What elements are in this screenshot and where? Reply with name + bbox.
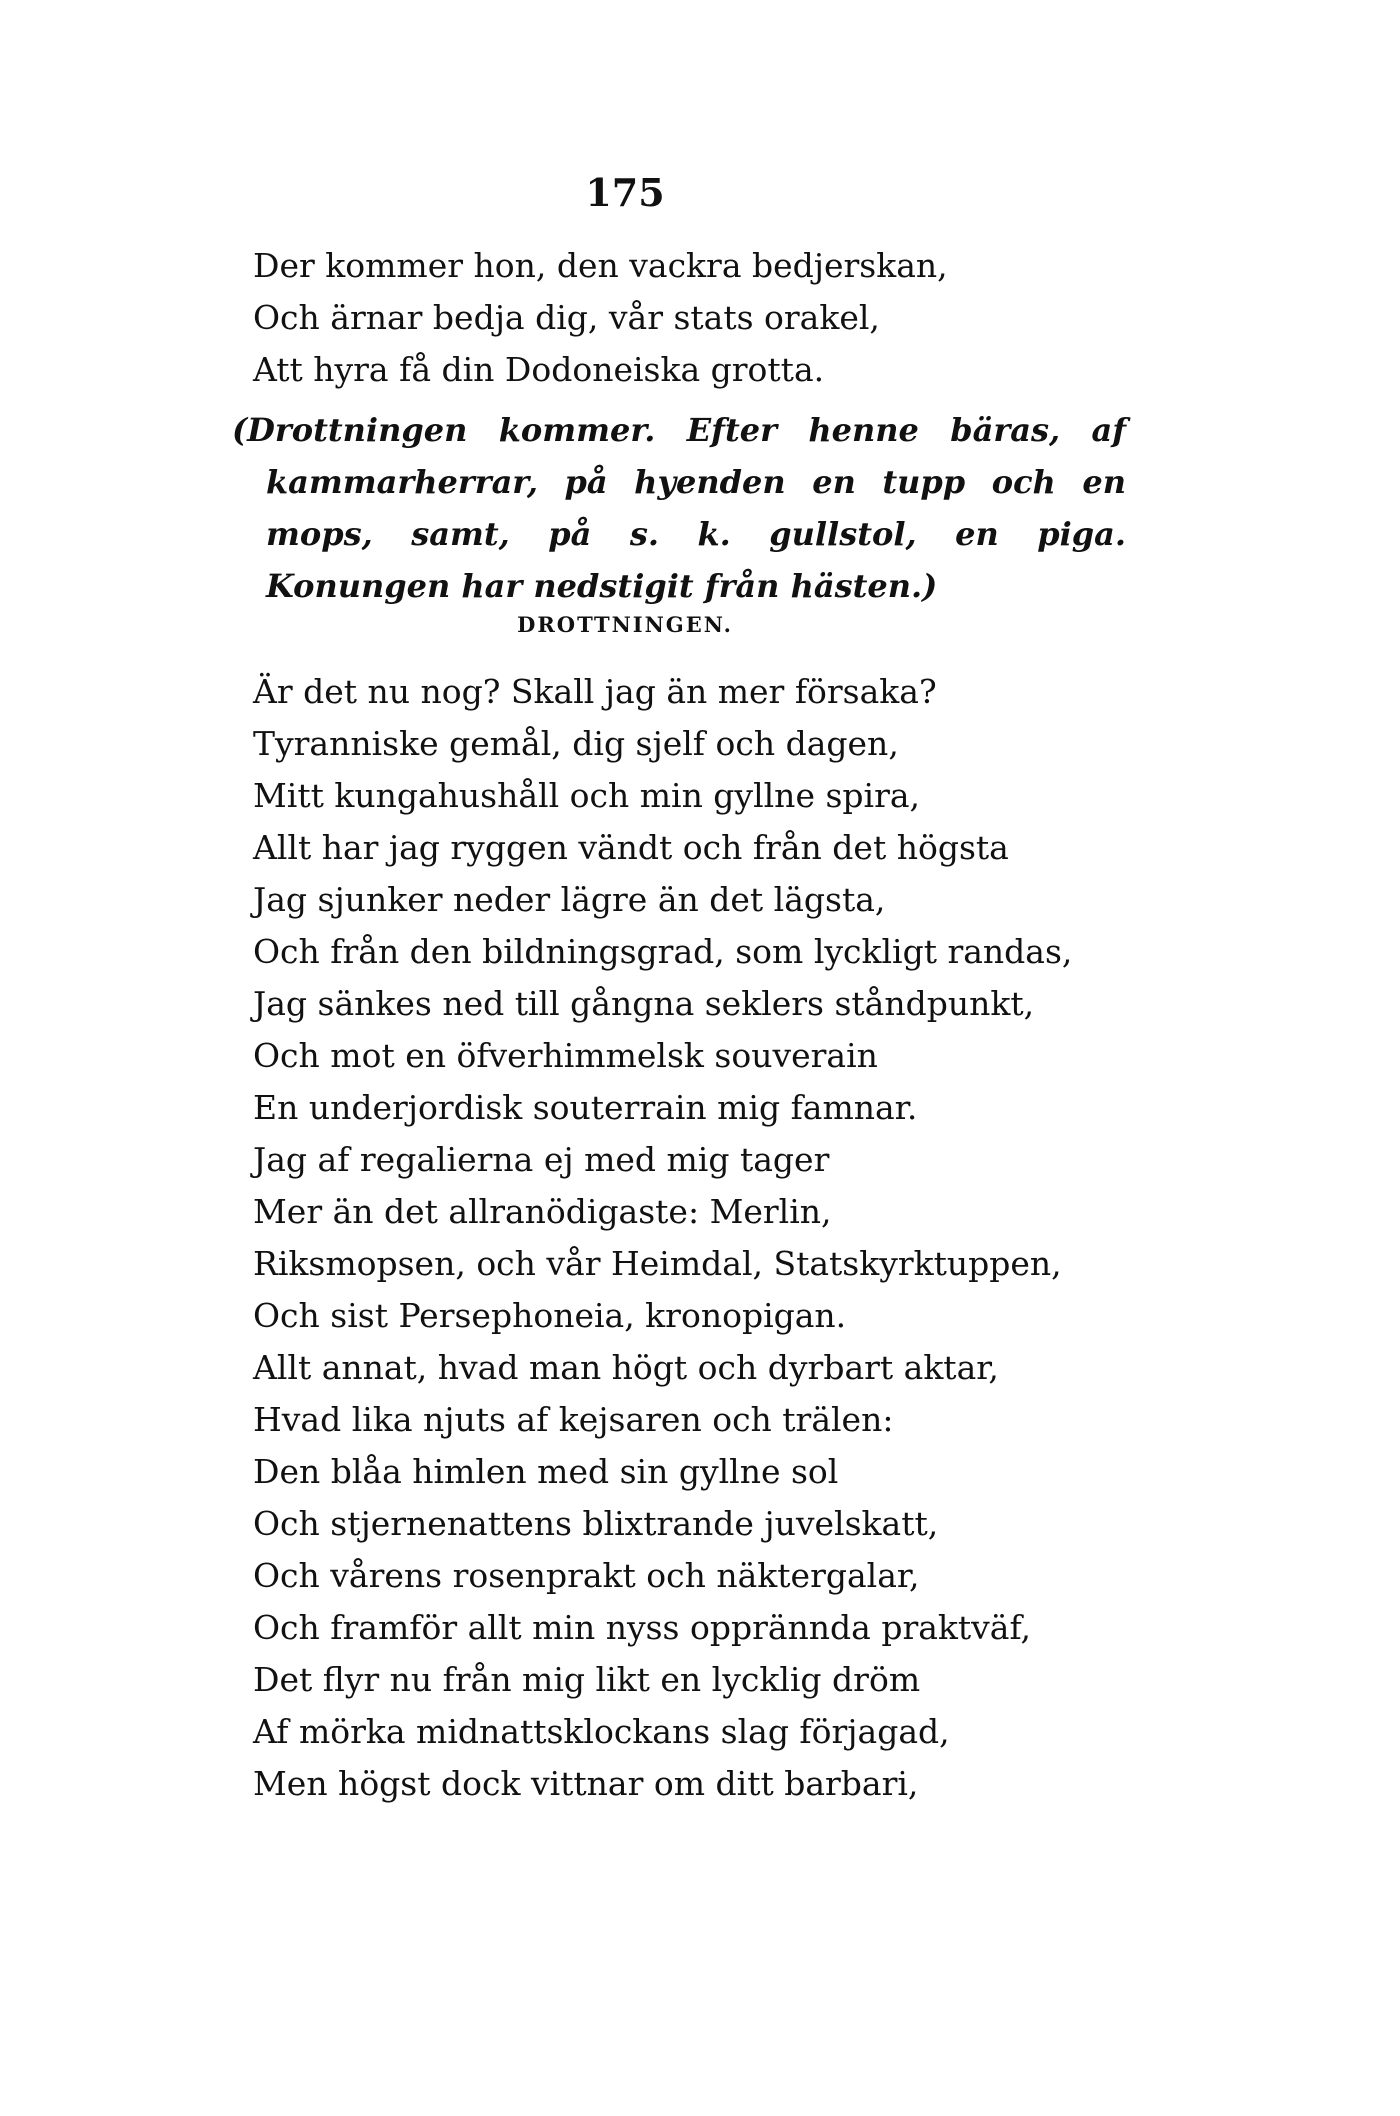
verse-line: Och från den bildningsgrad, som lyckligt randas,	[253, 932, 1073, 971]
verse-line: Af mörka midnattsklockans slag förjagad,	[253, 1712, 950, 1751]
speech-verse	[253, 666, 1072, 1810]
verse-line: Tyranniske gemål, dig sjelf och dagen,	[253, 724, 899, 763]
verse-line: Att hyra få din Dodoneiska grotta.	[253, 350, 825, 389]
verse-line: Och stjernenattens blixtrande juvelskatt,	[253, 1504, 939, 1543]
verse-line: Mitt kungahushåll och min gyllne spira,	[253, 776, 921, 815]
page-number: 175	[585, 170, 665, 215]
verse-line: Allt annat, hvad man högt och dyrbart aktar,	[253, 1348, 999, 1387]
verse-line: Allt har jag ryggen vändt och från det högsta	[253, 828, 1009, 867]
verse-line: Och vårens rosenprakt och näktergalar,	[253, 1556, 920, 1595]
verse-line: Och mot en öfverhimmelsk souverain	[253, 1036, 878, 1075]
verse-line: Och ärnar bedja dig, vår stats orakel,	[253, 298, 880, 337]
verse-line: Och sist Persephoneia, kronopigan.	[253, 1296, 847, 1335]
intro-verse	[253, 240, 948, 396]
verse-line: Jag af regalierna ej med mig tager	[253, 1140, 830, 1179]
verse-line: Riksmopsen, och vår Heimdal, Statskyrktuppen,	[253, 1244, 1062, 1283]
verse-line: Det flyr nu från mig likt en lycklig dröm	[253, 1660, 921, 1699]
verse-line: Är det nu nog? Skall jag än mer försaka?	[253, 672, 937, 711]
verse-line: Hvad lika njuts af kejsaren och trälen:	[253, 1400, 894, 1439]
verse-line: Den blåa himlen med sin gyllne sol	[253, 1452, 839, 1491]
verse-line: Der kommer hon, den vackra bedjerskan,	[253, 246, 948, 285]
verse-line: En underjordisk souterrain mig famnar.	[253, 1088, 918, 1127]
verse-line: Och framför allt min nyss opprännda praktväf,	[253, 1608, 1031, 1647]
verse-line: Mer än det allranödigaste: Merlin,	[253, 1192, 832, 1231]
verse-line: Men högst dock vittnar om ditt barbari,	[253, 1764, 919, 1803]
verse-line: Jag sjunker neder lägre än det lägsta,	[253, 880, 886, 919]
stage-direction: (Drottningen kommer. Efter henne bäras, af kammarherrar, på hyenden en tupp och en mops, samt, på s. k. gullstol, en piga. Konungen har nedstigit från hästen.)	[232, 411, 1126, 605]
speaker-name: DROTTNINGEN.	[517, 612, 733, 637]
verse-line: Jag sänkes ned till gångna seklers ståndpunkt,	[253, 984, 1035, 1023]
